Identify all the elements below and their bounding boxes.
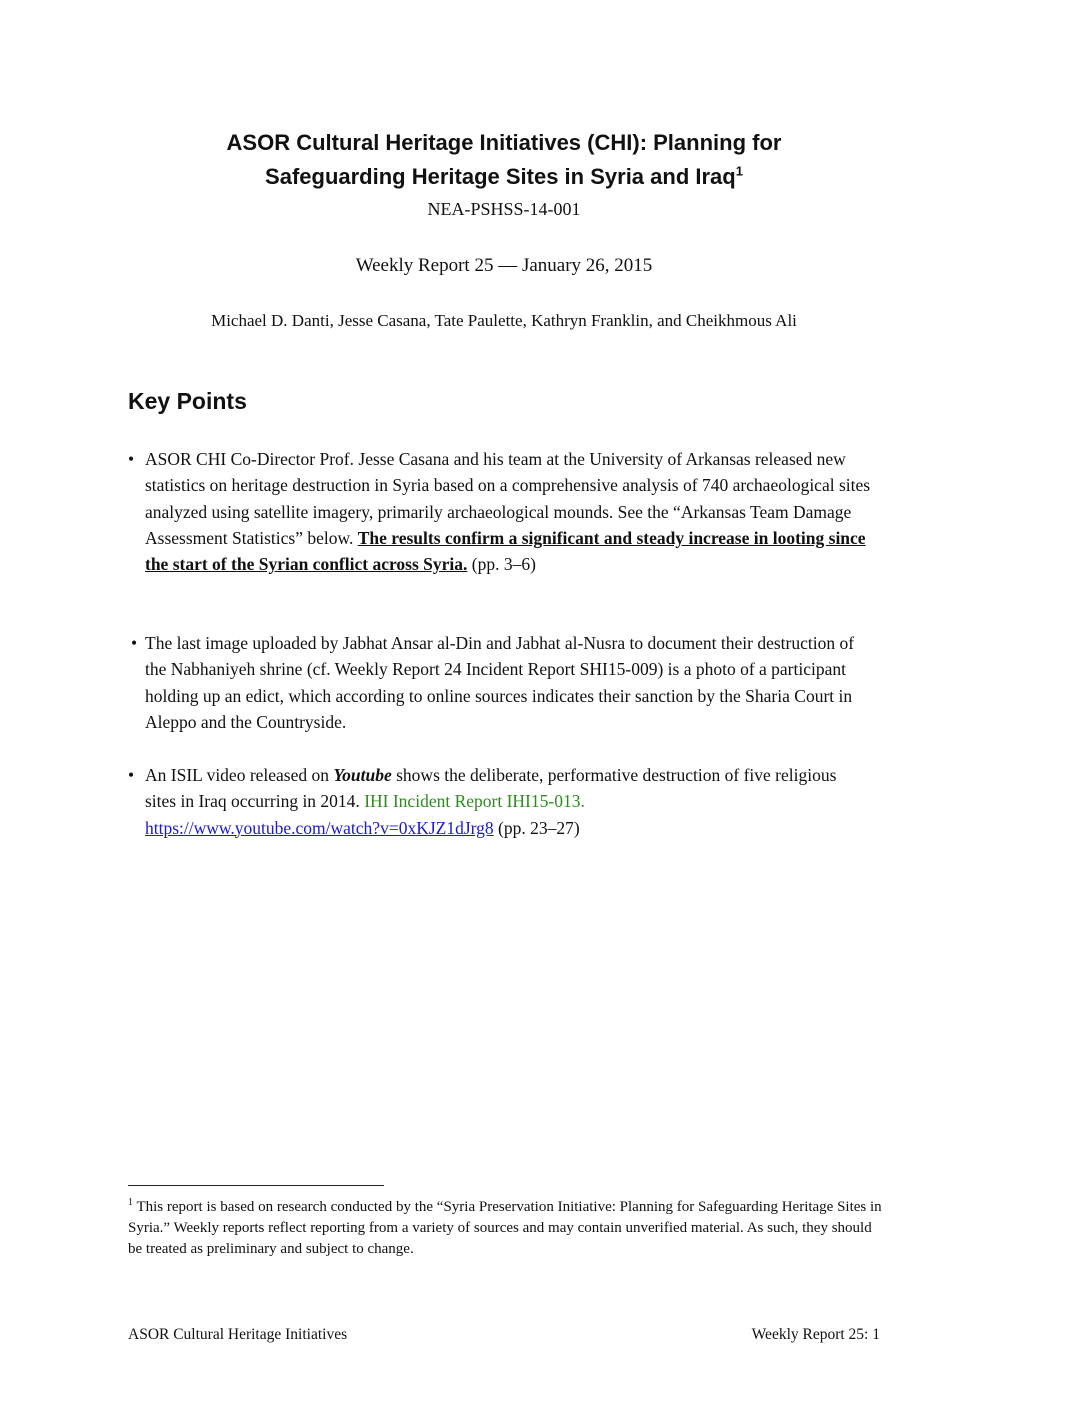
weekly-report-date: Weekly Report 25 — January 26, 2015 — [355, 255, 653, 276]
key-point-2 — [131, 630, 879, 735]
key-point-1 — [128, 446, 876, 577]
footer-left: ASOR Cultural Heritage Initiatives — [128, 1326, 348, 1343]
authors: Michael D. Danti, Jesse Casana, Tate Paulette, Kathryn Franklin, and Cheikhmous Ali — [211, 311, 797, 330]
key-point-1-emphasis: The results confirm a significant and steady increase in looting since the start of the Syrian conflict across Syria. — [145, 527, 866, 575]
youtube-video-link[interactable]: https://www.youtube.com/watch?v=0xKJZ1dJrg8 — [145, 817, 494, 838]
incident-report-reference: IHI Incident Report IHI15-013. — [364, 791, 585, 812]
key-points-heading: Key Points — [128, 388, 247, 414]
footnote — [128, 1197, 888, 1260]
report-title-line-2-text: Safeguarding Heritage Sites in Syria and Iraq — [265, 164, 736, 189]
bullet-marker: • — [131, 633, 138, 653]
bullet-marker: • — [128, 449, 135, 469]
key-point-3-intro: An ISIL video released on — [145, 765, 334, 785]
bullet-marker: • — [128, 765, 135, 785]
key-point-3 — [128, 762, 868, 841]
key-point-3-pages: (pp. 23–27) — [493, 817, 580, 838]
footer-page-number: Weekly Report 25: 1 — [751, 1326, 880, 1343]
key-point-1-text — [145, 446, 876, 577]
report-title-line-2 — [0, 161, 1008, 193]
key-point-1-pages: (pp. 3–6) — [467, 554, 536, 575]
footnote-mark: 1 — [128, 1197, 133, 1208]
key-point-1-body: ASOR CHI Co-Director Prof. Jesse Casana and his team at the University of Arkansas released new statistics on heritage destruction in Syria based on a comprehensive analysis of 740 archaeological sites analyzed using satellite imagery, primarily archaeological mounds. See the “Arkansas Team Damage Assessment Statistics” below. — [145, 449, 871, 548]
key-point-2-text: The last image uploaded by Jabhat Ansar al-Din and Jabhat al-Nusra to document their destruction of the Nabhaniyeh shrine (cf. Weekly Report 24 Incident Report SHI15-009) is a photo of a participant holding up an edict, which according to online sources indicates their sanction by the Sharia Court in Aleppo and the Countryside. — [145, 633, 855, 732]
report-title-line-1: ASOR Cultural Heritage Initiatives (CHI): Planning for — [226, 130, 782, 155]
grant-number: NEA-PSHSS-14-001 — [427, 199, 581, 219]
footnote-separator — [128, 1185, 384, 1186]
key-point-3-text — [145, 762, 868, 841]
title-footnote-mark: 1 — [735, 163, 743, 179]
youtube-emphasis: Youtube — [333, 765, 392, 785]
footnote-text: This report is based on research conducted by the “Syria Preservation Initiative: Planning for Safeguarding Heritage Sites in Syria.” Weekly reports reflect reporting from a variety of sources and may contain unverified material. As such, they should be treated as preliminary and subject to change. — [128, 1199, 882, 1257]
key-point-3-body: shows the deliberate, performative destruction of five religious sites in Iraq occurring in 2014. — [145, 765, 837, 812]
